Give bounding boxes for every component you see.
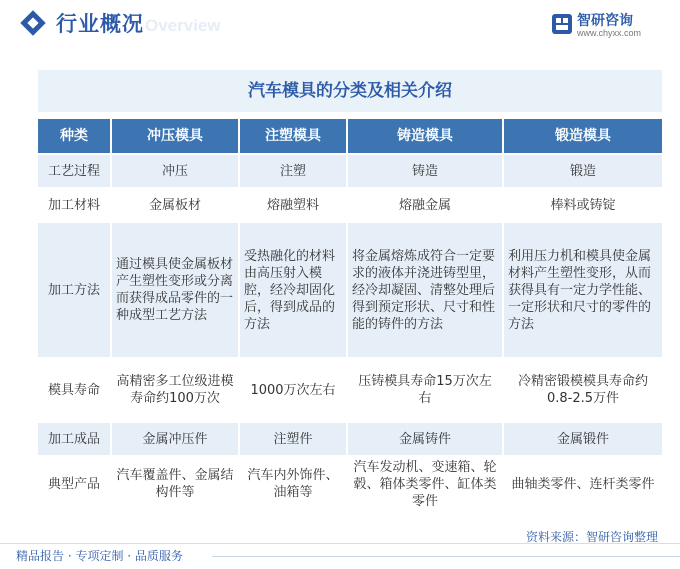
table-cell: 熔融金属 (348, 189, 504, 221)
table-cell: 熔融塑料 (240, 189, 348, 221)
section-title: 行业概况 (56, 12, 144, 36)
row-label: 典型产品 (38, 457, 112, 511)
table-cell: 压铸模具寿命15万次左右 (348, 359, 504, 421)
table-row (38, 359, 662, 423)
table-cell: 冲压 (112, 155, 240, 187)
table-cell: 金属冲压件 (112, 423, 240, 455)
table-header-row (38, 119, 662, 155)
table-cell: 金属板材 (112, 189, 240, 221)
logo-icon (551, 13, 573, 35)
table-title-panel (38, 70, 662, 112)
table-row (38, 189, 662, 223)
table-cell: 将金属熔炼成符合一定要求的液体并浇进铸型里，经冷却凝固、清整处理后得到预定形状、尺寸和性能的铸件的方法 (348, 223, 504, 357)
table-cell: 利用压力机和模具使金属材料产生塑性变形，从而获得具有一定力学性能、一定形状和尺寸的零件的方法 (504, 223, 662, 357)
column-header: 铸造模具 (348, 119, 504, 153)
table-cell: 棒料或铸锭 (504, 189, 662, 221)
table-cell: 锻造 (504, 155, 662, 187)
logo-name: 智研咨询 (577, 13, 633, 29)
table-row (38, 223, 662, 359)
table-cell: 冷精密锻模模具寿命约0.8-2.5万件 (504, 359, 662, 421)
table-row (38, 423, 662, 457)
section-title-en: Overview (145, 16, 221, 35)
table-title: 汽车模具的分类及相关介绍 (248, 81, 452, 101)
table-cell: 注塑 (240, 155, 348, 187)
mold-classification-table (38, 119, 662, 513)
table-cell: 高精密多工位级进模寿命约100万次 (112, 359, 240, 421)
logo-url: www.chyxx.com (577, 28, 642, 38)
row-label: 加工方法 (38, 223, 112, 357)
row-label: 加工成品 (38, 423, 112, 455)
table-row (38, 155, 662, 189)
row-label: 加工材料 (38, 189, 112, 221)
column-header: 种类 (38, 119, 112, 153)
table-cell: 通过模具使金属板材产生塑性变形或分离而获得成品零件的一种成型工艺方法 (112, 223, 240, 357)
table-cell: 铸造 (348, 155, 504, 187)
row-label: 模具寿命 (38, 359, 112, 421)
row-label: 工艺过程 (38, 155, 112, 187)
footer-divider (212, 556, 680, 557)
table-cell: 金属锻件 (504, 423, 662, 455)
table-cell: 汽车发动机、变速箱、轮毂、箱体类零件、缸体类零件 (348, 457, 504, 511)
table-cell: 汽车覆盖件、金属结构件等 (112, 457, 240, 511)
table-row (38, 457, 662, 513)
data-source: 资料来源：智研咨询整理 (525, 530, 658, 544)
page-header (0, 0, 680, 56)
column-header: 注塑模具 (240, 119, 348, 153)
table-cell: 汽车内外饰件、油箱等 (240, 457, 348, 511)
footer-slogan: 精品报告 · 专项定制 · 品质服务 (16, 549, 183, 563)
table-cell: 注塑件 (240, 423, 348, 455)
table-cell: 金属铸件 (348, 423, 504, 455)
table-cell: 受热融化的材料由高压射入模腔，经冷却固化后，得到成品的方法 (240, 223, 348, 357)
table-cell: 曲轴类零件、连杆类零件 (504, 457, 662, 511)
table-cell: 1000万次左右 (240, 359, 348, 421)
column-header: 锻造模具 (504, 119, 662, 153)
column-header: 冲压模具 (112, 119, 240, 153)
